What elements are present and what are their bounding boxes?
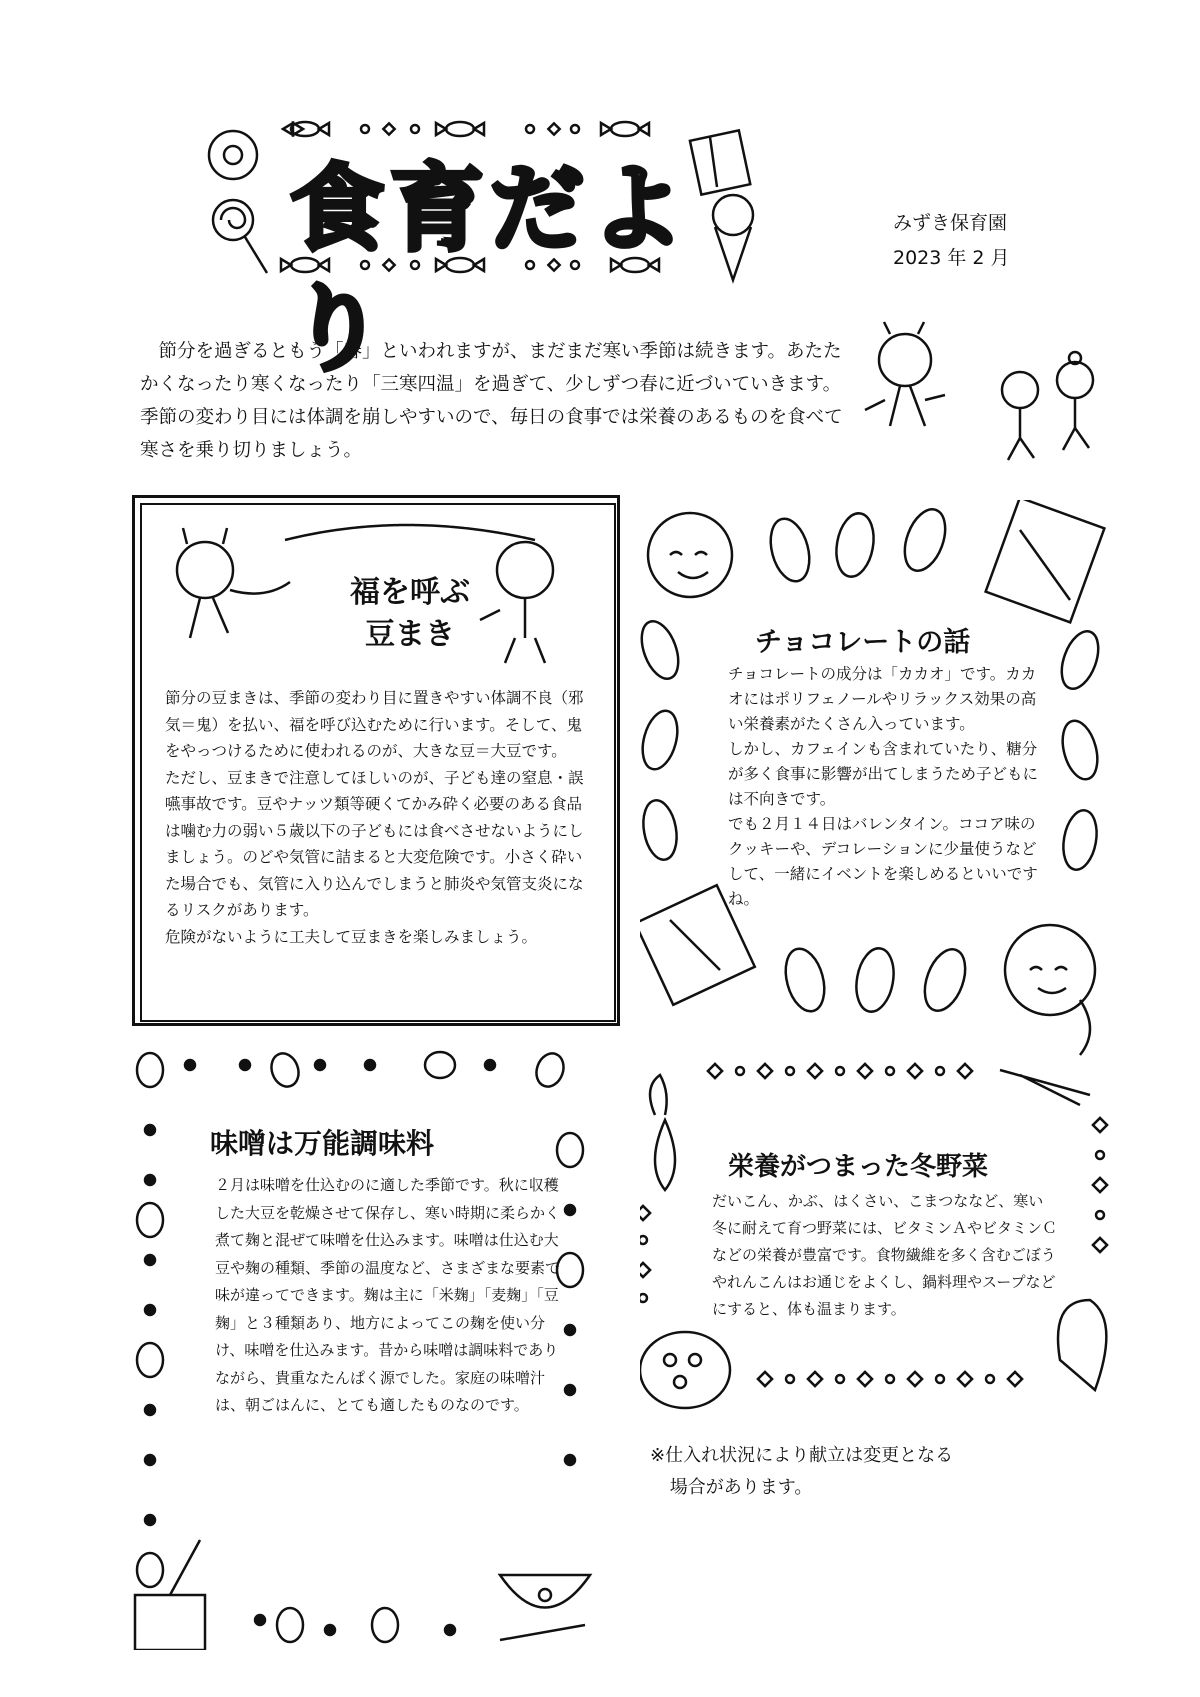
bean-icon: [137, 1203, 163, 1237]
cacao-pod-icon: [1055, 626, 1106, 693]
chocolate-paragraph-3: でも２月１４日はバレンタイン。ココア味のクッキーや、デコレーションに少量使うなどして、一緒にイベントを楽しめるといいですね。: [728, 815, 1038, 908]
page-title: 食育だより: [290, 155, 691, 384]
bean-icon: [137, 1053, 163, 1087]
cacao-pod-icon: [640, 707, 683, 773]
setsubun-paragraph-1: 節分の豆まきは、季節の変わり目に置きやすい体調不良（邪気＝鬼）を払い、福を呼び込むために行います。そして、鬼をやっつけるために使われるのが、大きな豆＝大豆です。: [165, 689, 584, 760]
chocolate-bar-icon: [986, 500, 1105, 622]
cacao-pod-icon: [917, 944, 973, 1016]
cacao-pod-icon: [764, 514, 815, 585]
bean-icon: [425, 1052, 455, 1078]
candy-icon: [283, 122, 329, 136]
miso-body: ２月は味噌を仕込むのに適した季節です。秋に収穫した大豆を乾燥させて保存し、寒い時期に柔らかく煮て麹と混ぜて味噌を仕込みます。味噌は仕込む大豆や麹の種類、季節の温度など、さまざまな要素で味が違ってできます。麹は主に「米麹」「麦麹」「豆麹」と３種類あり、地方によってこの麹を使い分け、味噌を仕込みます。昔から味噌は調味料でありながら、貴重なたんぱく源でした。家庭の味噌汁は、朝ごはんに、とても適したものなのです。: [215, 1176, 561, 1414]
menu-change-note: [650, 1440, 1010, 1504]
smiling-face-icon: [648, 513, 732, 597]
setsubun-heading-line1: 福を呼ぶ: [350, 575, 470, 610]
cacao-pod-icon: [1059, 808, 1101, 873]
cacao-pod-icon: [640, 798, 681, 863]
setsubun-body: [165, 685, 595, 950]
bean-icon: [372, 1608, 398, 1642]
oni-icon: [865, 322, 945, 426]
setsubun-heading-line2: 豆まき: [365, 617, 455, 652]
burdock-icon: [1000, 1070, 1090, 1105]
cacao-pod-icon: [1057, 717, 1103, 783]
chocolate-heading: チョコレートの話: [755, 627, 971, 658]
radish-icon: [650, 1075, 675, 1190]
leafy-vegetable-icon: [1058, 1300, 1106, 1390]
smiling-face-icon: [1005, 925, 1095, 1055]
miso-soup-bowl-icon: [500, 1575, 590, 1640]
oni-icon: [177, 528, 290, 638]
note-line-1: ※仕入れ状況により献立は変更となる: [650, 1445, 954, 1466]
bean-icon: [137, 1343, 163, 1377]
miso-heading: 味噌は万能調味料: [210, 1127, 435, 1160]
miso-barrel-icon: [135, 1540, 205, 1650]
bean-icon: [267, 1050, 303, 1090]
vegetables-body: だいこん、かぶ、はくさい、こまつななど、寒い冬に耐えて育つ野菜には、ビタミンＡやビタミンＣなどの栄養が豊富です。食物繊維を多く含むごぼうやれんこんはお通じをよくし、鍋料理やスープなどにすると、体も温まります。: [712, 1192, 1058, 1318]
oni-chasing-children-illustration: [860, 320, 1120, 480]
cacao-pod-icon: [640, 616, 685, 683]
chocolate-paragraph-1: チョコレートの成分は「カカオ」です。カカオにはポリフェノールやリラックス効果の高い栄養素がたくさん入っています。: [728, 665, 1037, 733]
cacao-pod-icon: [897, 504, 953, 576]
bean-icon: [532, 1050, 568, 1090]
bean-icon: [557, 1253, 583, 1287]
child-icon: [1002, 372, 1038, 460]
vegetables-heading: 栄養がつまった冬野菜: [728, 1152, 989, 1182]
lollipop-icon: [213, 200, 267, 273]
donut-icon: [209, 131, 257, 179]
bean-icon: [137, 1553, 163, 1587]
school-name: みずき保育園: [893, 212, 1008, 234]
cacao-pod-icon: [852, 945, 899, 1014]
child-icon: [1057, 352, 1093, 450]
chocolate-body: [728, 662, 1048, 912]
chocolate-paragraph-2: しかし、カフェインも含まれていたり、糖分が多く食事に影響が出てしまうため子どもには不向きです。: [728, 740, 1039, 808]
setsubun-paragraph-2: ただし、豆まきで注意してほしいのが、子ども達の窒息・誤嚥事故です。豆やナッツ類等硬くてかみ砕く必要のある食品は噛む力の弱い５歳以下の子どもには食べさせないようにしましょう。のどや気管に詰まると大変危険です。小さく砕いた場合でも、気管に入り込んでしまうと肺炎や気管支炎になるリスクがあります。: [165, 768, 584, 919]
cacao-pod-icon: [779, 944, 830, 1015]
candy-icon: [436, 122, 484, 136]
candy-icon: [601, 122, 649, 136]
bean-icon: [277, 1608, 303, 1642]
cacao-pod-icon: [832, 510, 879, 579]
setsubun-paragraph-3: 危険がないように工夫して豆まきを楽しみましょう。: [165, 927, 538, 946]
note-line-2: 場合があります。: [669, 1477, 813, 1498]
issue-date: 2023 年 2 月: [893, 247, 1010, 269]
intro-paragraph: 節分を過ぎるともう「春」といわれますが、まだまだ寒い季節は続きます。あたたかくなったり寒くなったり「三寒四温」を過ぎて、少しずつ春に近づいていきます。季節の変わり目には体調を崩しやすいので、毎日の食事では栄養のあるものを食べて寒さを乗り切りましょう。: [140, 341, 843, 461]
lotus-root-icon: [640, 1332, 730, 1408]
setsubun-heading: [320, 572, 500, 656]
